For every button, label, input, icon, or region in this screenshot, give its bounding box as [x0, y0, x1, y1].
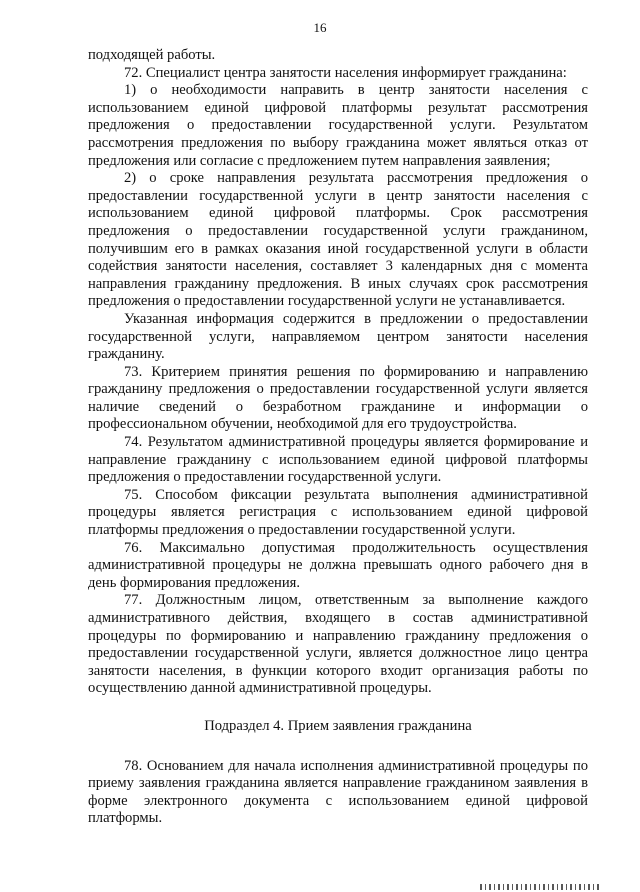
- paragraph-74: 74. Результатом административной процедуры является формирование и направление гражданину с использованием единой цифровой платформы предложения о предоставлении государственной услуги.: [88, 434, 588, 486]
- paragraph-72: 72. Специалист центра занятости населения информирует гражданина:: [124, 64, 567, 81]
- scan-artifact: [480, 884, 600, 890]
- paragraph-77: 77. Должностным лицом, ответственным за выполнение каждого административного действия, входящего в состав административной процедуры по формированию и направлению гражданину предложения о предоставлении государственной услуги, является должностное лицо центра занятости населения, в функции которого входит организация работы по осуществлению данной административной процедуры.: [88, 592, 588, 697]
- paragraph-75: 75. Способом фиксации результата выполнения административной процедуры является регистрация с использованием единой цифровой платформы предложения о предоставлении государственной услуги.: [88, 486, 588, 539]
- paragraph-72-item-1: 1) о необходимости направить в центр занятости населения с использованием единой цифровой платформы результат рассмотрения предложения о предоставлении государственной услуги. Результатом рассмотрения предложения по выбору гражданина может являться отказ от предложения или согласие с предложением путем направления заявления;: [88, 82, 588, 169]
- page-number: 16: [313, 20, 327, 35]
- paragraph-76: 76. Максимально допустимая продолжительность осуществления административной процедуры не должна превышать одного рабочего дня в день формирования предложения.: [88, 539, 588, 591]
- paragraph-info-note: Указанная информация содержится в предложении о предоставлении государственной услуги, направляемом центром занятости населения гражданину.: [88, 310, 588, 363]
- subsection-heading: Подраздел 4. Прием заявления гражданина: [204, 717, 472, 734]
- paragraph-72-item-2: 2) о сроке направления результата рассмотрения предложения о предоставлении государственной услуги в центр занятости населения с использованием единой цифровой платформы. Срок рассмотрения предложения о предоставлении государственной услуги гражданином, получившим его в рамках оказания иной государственной услуги в области содействия занятости населения, составляет 3 календарных дня с момента направления гражданину предложения. В иных случаях срок рассмотрения предложения о предоставлении государственной услуги не устанавливается.: [88, 170, 588, 310]
- paragraph-continuation: подходящей работы.: [88, 47, 216, 63]
- paragraph-78: 78. Основанием для начала исполнения административной процедуры по приему заявления гражданина является направление гражданином заявления в форме электронного документа с использованием единой цифровой платформы.: [88, 757, 588, 827]
- paragraph-73: 73. Критерием принятия решения по формированию и направлению гражданину предложения о предоставлении государственной услуги является наличие сведений о безработном гражданине и информации о профессиональном обучении, необходимой для его трудоустройства.: [88, 363, 588, 433]
- document-body: [88, 47, 588, 828]
